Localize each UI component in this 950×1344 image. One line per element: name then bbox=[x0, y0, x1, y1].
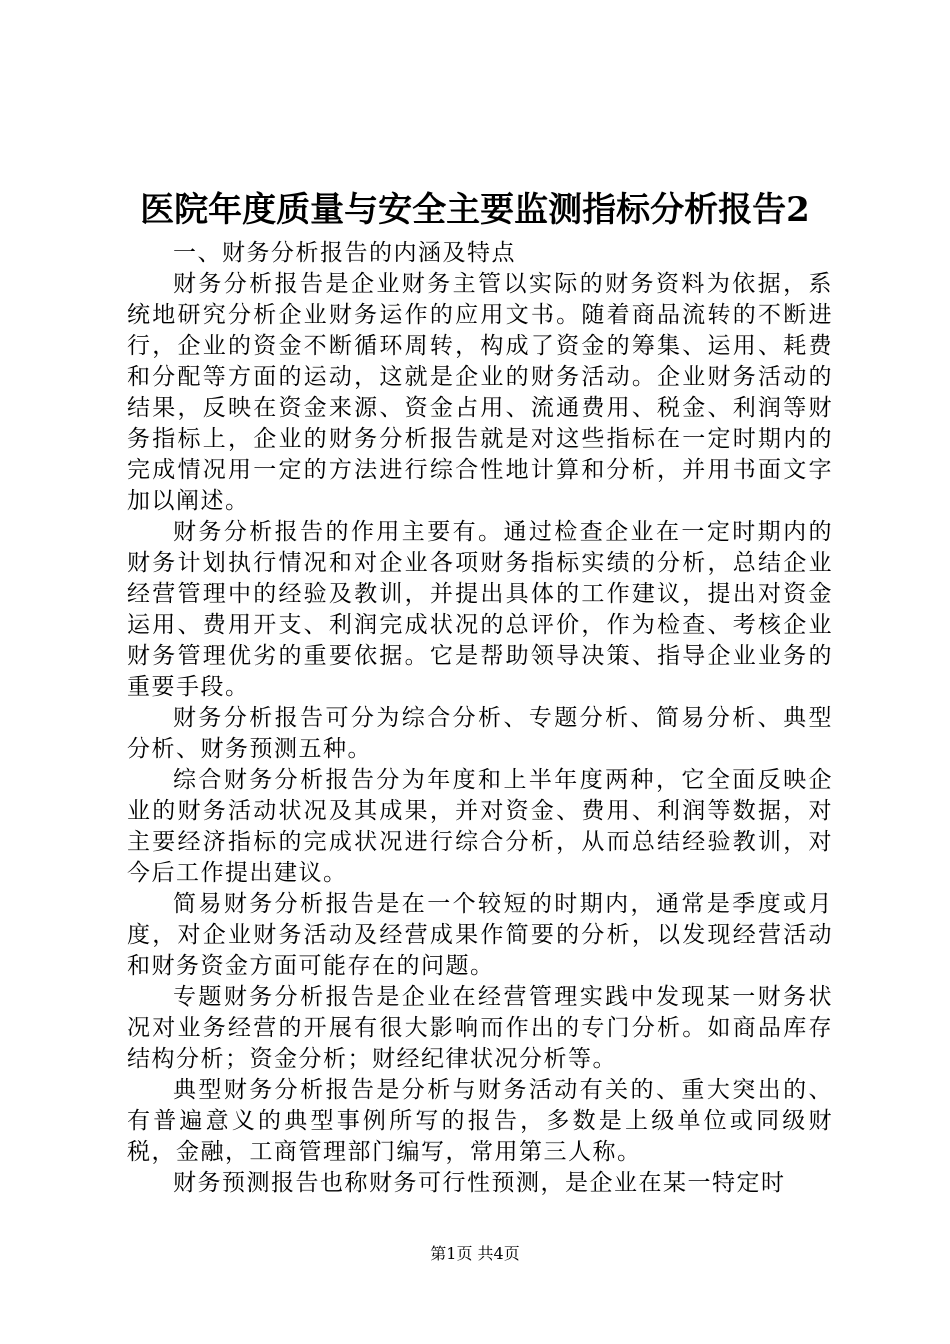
paragraph: 财务分析报告的作用主要有。通过检查企业在一定时期内的财务计划执行情况和对企业各项财务指标实绩的分析，总结企业经营管理中的经验及教训，并提出具体的工作建议，提出对资金运用、费用开支、利润完成状况的总评价，作为检查、考核企业财务管理优劣的重要依据。它是帮助领导决策、指导企业业务的重要手段。 bbox=[127, 519, 833, 700]
paragraph: 专题财务分析报告是企业在经营管理实践中发现某一财务状况对业务经营的开展有很大影响而作出的专门分析。如商品库存结构分析；资金分析；财经纪律状况分析等。 bbox=[127, 984, 833, 1072]
paragraph: 财务分析报告可分为综合分析、专题分析、简易分析、典型分析、财务预测五种。 bbox=[127, 705, 833, 762]
page-footer: 第1页 共4页 bbox=[430, 1244, 520, 1263]
document-title: 医院年度质量与安全主要监测指标分析报告2 bbox=[140, 190, 810, 230]
paragraph: 典型财务分析报告是分析与财务活动有关的、重大突出的、有普遍意义的典型事例所写的报告，多数是上级单位或同级财税，金融，工商管理部门编写，常用第三人称。 bbox=[127, 1077, 833, 1165]
paragraph: 财务预测报告也称财务可行性预测，是企业在某一特定时 bbox=[173, 1170, 786, 1196]
document-body bbox=[127, 238, 833, 1199]
paragraph: 简易财务分析报告是在一个较短的时期内，通常是季度或月度，对企业财务活动及经营成果作简要的分析，以发现经营活动和财务资金方面可能存在的问题。 bbox=[127, 891, 833, 979]
paragraph: 财务分析报告是企业财务主管以实际的财务资料为依据，系统地研究分析企业财务运作的应用文书。随着商品流转的不断进行，企业的资金不断循环周转，构成了资金的筹集、运用、耗费和分配等方面的运动，这就是企业的财务活动。企业财务活动的结果，反映在资金来源、资金占用、流通费用、税金、利润等财务指标上，企业的财务分析报告就是对这些指标在一定时期内的完成情况用一定的方法进行综合性地计算和分析，并用书面文字加以阐述。 bbox=[127, 271, 833, 514]
section-heading: 一、财务分析报告的内涵及特点 bbox=[173, 240, 516, 266]
paragraph: 综合财务分析报告分为年度和上半年度两种，它全面反映企业的财务活动状况及其成果，并对资金、费用、利润等数据，对主要经济指标的完成状况进行综合分析，从而总结经验教训，对今后工作提出建议。 bbox=[127, 767, 833, 886]
